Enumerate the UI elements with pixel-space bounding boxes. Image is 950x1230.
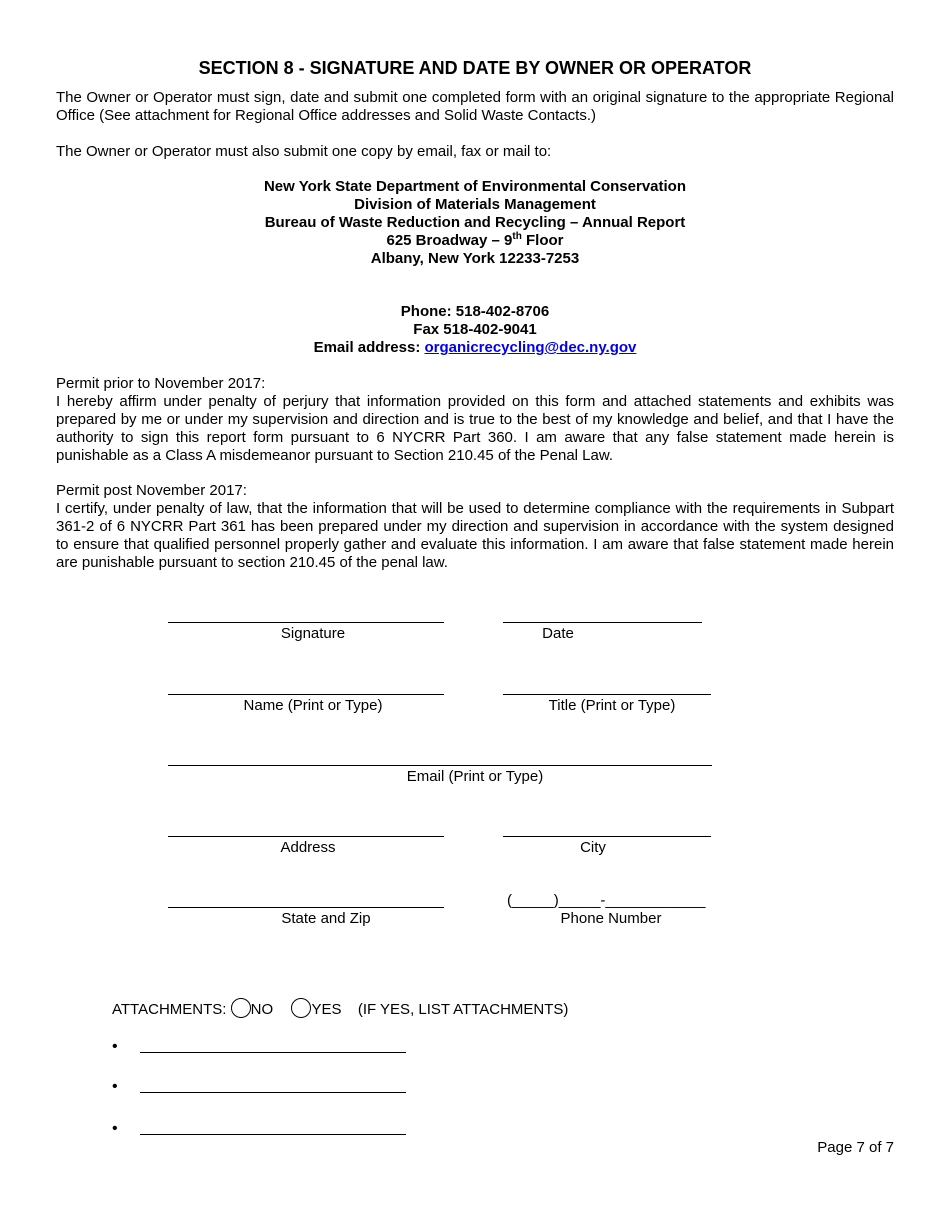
attachment-line-2[interactable]	[140, 1092, 406, 1093]
yes-radio[interactable]	[291, 998, 311, 1018]
yes-label: YES	[311, 1001, 342, 1018]
bullet-3: •	[112, 1120, 118, 1137]
name-label: Name (Print or Type)	[243, 697, 383, 714]
city-label: City	[580, 839, 606, 856]
address-line-1: New York State Department of Environmental Conservation	[263, 178, 687, 195]
email-link[interactable]: organicrecycling@dec.ny.gov	[424, 339, 637, 356]
phone-number-field[interactable]: (_____)_____-____________	[507, 892, 706, 909]
attachment-line-1[interactable]	[140, 1052, 406, 1053]
copy-note: The Owner or Operator must also submit one copy by email, fax or mail to:	[56, 143, 552, 160]
date-label: Date	[542, 625, 574, 642]
attachments-label: ATTACHMENTS:	[112, 1001, 227, 1018]
email-field-label: Email (Print or Type)	[406, 768, 544, 785]
address-line[interactable]	[168, 836, 444, 837]
post2017-statement: I certify, under penalty of law, that the information that will be used to determine compliance with the requirements in Subpart 361-2 of 6 NYCRR Part 361 has been prepared under my direction and supervision in accordance with the system designed to ensure that qualified personnel properly gather and evaluate this information. I am aware that false statement made herein are punishable pursuant to section 210.45 of the penal law.	[56, 500, 894, 571]
mailing-address	[0, 178, 950, 268]
attachments-row	[112, 998, 568, 1019]
address-label: Address	[280, 839, 336, 856]
state-zip-line[interactable]	[168, 907, 444, 908]
pre2017-heading: Permit prior to November 2017:	[56, 375, 266, 392]
address-line-2: Division of Materials Management	[354, 196, 596, 213]
contact-block	[0, 303, 950, 357]
email-field-line[interactable]	[168, 765, 712, 766]
email-line: Email address: organicrecycling@dec.ny.gov	[313, 339, 637, 356]
signature-line[interactable]	[168, 622, 444, 623]
bullet-1: •	[112, 1038, 118, 1055]
address-line-5: Albany, New York 12233-7253	[370, 250, 580, 267]
intro-text: The Owner or Operator must sign, date and submit one completed form with an original signature to the appropriate Regional Office (See attachment for Regional Office addresses and Solid Waste Contacts.)	[56, 89, 894, 124]
no-label: NO	[250, 1001, 274, 1018]
post2017-heading: Permit post November 2017:	[56, 482, 247, 499]
date-line[interactable]	[503, 622, 702, 623]
title-line[interactable]	[503, 694, 711, 695]
no-radio[interactable]	[231, 998, 251, 1018]
phone-text: Phone: 518-402-8706	[400, 303, 550, 320]
page-number: Page 7 of 7	[817, 1139, 894, 1156]
bullet-2: •	[112, 1078, 118, 1095]
signature-label: Signature	[280, 625, 346, 642]
name-line[interactable]	[168, 694, 444, 695]
title-label: Title (Print or Type)	[548, 697, 676, 714]
city-line[interactable]	[503, 836, 711, 837]
section-title: SECTION 8 - SIGNATURE AND DATE BY OWNER OR OPERATOR	[198, 58, 752, 78]
address-line-4: 625 Broadway – 9th Floor	[386, 231, 564, 249]
attachments-note: (IF YES, LIST ATTACHMENTS)	[357, 1001, 569, 1018]
fax-text: Fax 518-402-9041	[413, 321, 537, 338]
attachment-line-3[interactable]	[140, 1134, 406, 1135]
pre2017-statement: I hereby affirm under penalty of perjury that information provided on this form and attached statements and exhibits was prepared by me or under my supervision and direction and is true to the best of my knowledge and belief, and that I have the authority to sign this report form pursuant to 6 NYCRR Part 360. I am aware that any false statement made herein is punishable as a Class A misdemeanor pursuant to Section 210.45 of the Penal Law.	[56, 393, 894, 464]
state-zip-label: State and Zip	[281, 910, 371, 927]
phone-number-label: Phone Number	[560, 910, 662, 927]
address-line-3: Bureau of Waste Reduction and Recycling – Annual Report	[264, 214, 686, 231]
